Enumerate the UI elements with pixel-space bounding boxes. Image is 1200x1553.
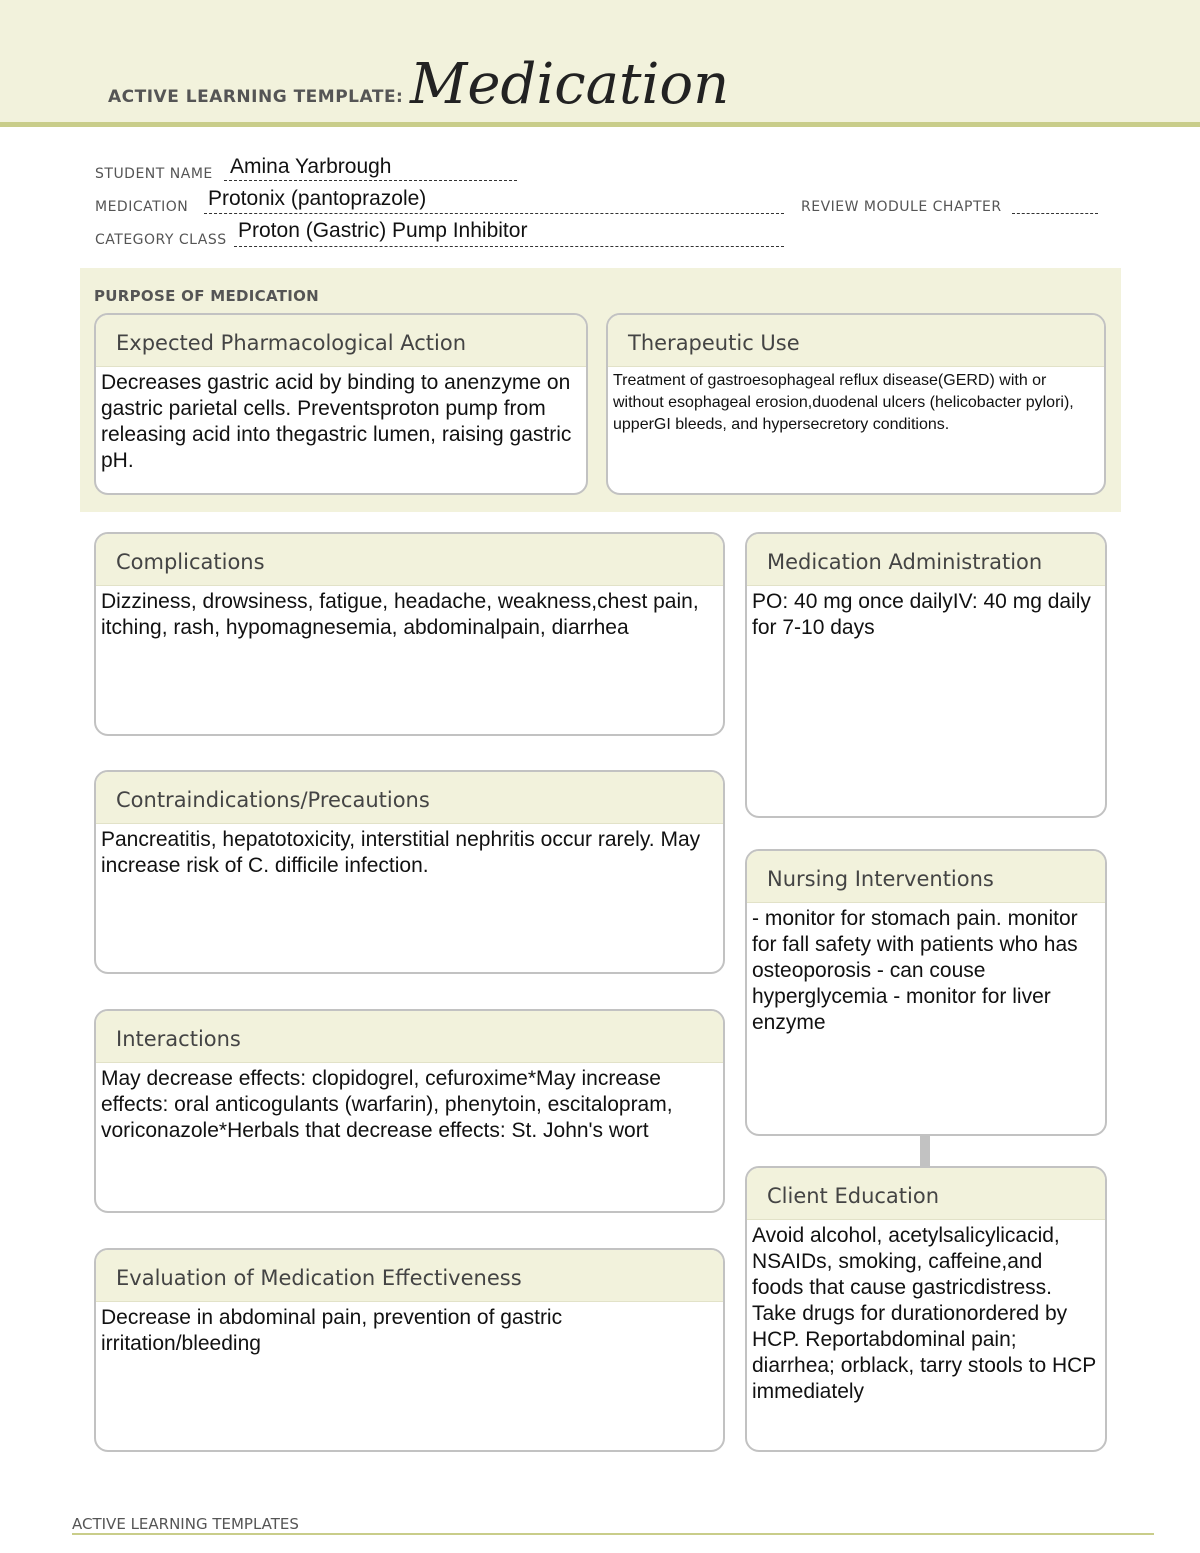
- review-module-field[interactable]: [1012, 213, 1098, 214]
- template-title: Medication: [410, 52, 730, 117]
- expected-action-heading: Expected Pharmacological Action: [96, 315, 586, 367]
- expected-action-box: [94, 313, 588, 495]
- complications-box: [94, 532, 725, 736]
- student-name-field[interactable]: Amina Yarbrough: [230, 155, 392, 178]
- medication-label: MEDICATION: [95, 199, 189, 215]
- education-box: [745, 1166, 1107, 1452]
- administration-box: [745, 532, 1107, 818]
- review-module-label: REVIEW MODULE CHAPTER: [801, 199, 1002, 215]
- category-class-field[interactable]: Proton (Gastric) Pump Inhibitor: [238, 219, 528, 242]
- box-connector: [920, 1136, 930, 1166]
- therapeutic-use-heading: Therapeutic Use: [608, 315, 1104, 367]
- evaluation-heading: Evaluation of Medication Effectiveness: [96, 1250, 723, 1302]
- category-class-underline: [234, 246, 784, 247]
- contraindications-body[interactable]: Pancreatitis, hepatotoxicity, interstitial nephritis occur rarely. May increase risk of C. difficile infection.: [101, 828, 701, 877]
- student-name-underline: [224, 180, 517, 181]
- header-rule: [0, 122, 1200, 127]
- template-label: ACTIVE LEARNING TEMPLATE:: [108, 87, 404, 107]
- contraindications-box: [94, 770, 725, 974]
- purpose-label: PURPOSE OF MEDICATION: [94, 287, 320, 305]
- interactions-heading: Interactions: [96, 1011, 723, 1063]
- nursing-body[interactable]: - monitor for stomach pain. monitor for fall safety with patients who has osteoporosis - can couse hyperglycemia - monitor for liver enzyme: [752, 907, 1078, 1034]
- footer-rule: [72, 1533, 1154, 1535]
- expected-action-body[interactable]: Decreases gastric acid by binding to anenzyme on gastric parietal cells. Preventsproton pump from releasing acid into thegastric lumen, raising gastric pH.: [101, 371, 572, 472]
- contraindications-heading: Contraindications/Precautions: [96, 772, 723, 824]
- education-heading: Client Education: [747, 1168, 1105, 1220]
- education-body[interactable]: Avoid alcohol, acetylsalicylicacid, NSAIDs, smoking, caffeine,and foods that cause gastricdistress. Take drugs for durationordered by HCP. Reportabdominal pain; diarrhea; orblack, tarry stools to HCP immediately: [752, 1224, 1096, 1403]
- nursing-box: [745, 849, 1107, 1136]
- medication-field[interactable]: Protonix (pantoprazole): [208, 187, 427, 210]
- student-name-label: STUDENT NAME: [95, 166, 213, 182]
- interactions-box: [94, 1009, 725, 1213]
- complications-heading: Complications: [96, 534, 723, 586]
- administration-heading: Medication Administration: [747, 534, 1105, 586]
- interactions-body[interactable]: May decrease effects: clopidogrel, cefuroxime*May increase effects: oral anticogulants (warfarin), phenytoin, escitalopram, voriconazole*Herbals that decrease effects: St. John's wort: [101, 1067, 673, 1142]
- medication-underline: [204, 213, 784, 214]
- nursing-heading: Nursing Interventions: [747, 851, 1105, 903]
- footer-label: ACTIVE LEARNING TEMPLATES: [72, 1515, 299, 1533]
- evaluation-body[interactable]: Decrease in abdominal pain, prevention of gastric irritation/bleeding: [101, 1306, 563, 1355]
- category-class-label: CATEGORY CLASS: [95, 232, 227, 248]
- therapeutic-use-body[interactable]: Treatment of gastroesophageal reflux disease(GERD) with or without esophageal erosion,duodenal ulcers (helicobacter pylori), upperGI bleeds, and hypersecretory conditions.: [613, 372, 1074, 433]
- complications-body[interactable]: Dizziness, drowsiness, fatigue, headache, weakness,chest pain, itching, rash, hypomagnesemia, abdominalpain, diarrhea: [101, 590, 699, 639]
- therapeutic-use-box: [606, 313, 1106, 495]
- administration-body[interactable]: PO: 40 mg once dailyIV: 40 mg daily for 7-10 days: [752, 590, 1091, 639]
- evaluation-box: [94, 1248, 725, 1452]
